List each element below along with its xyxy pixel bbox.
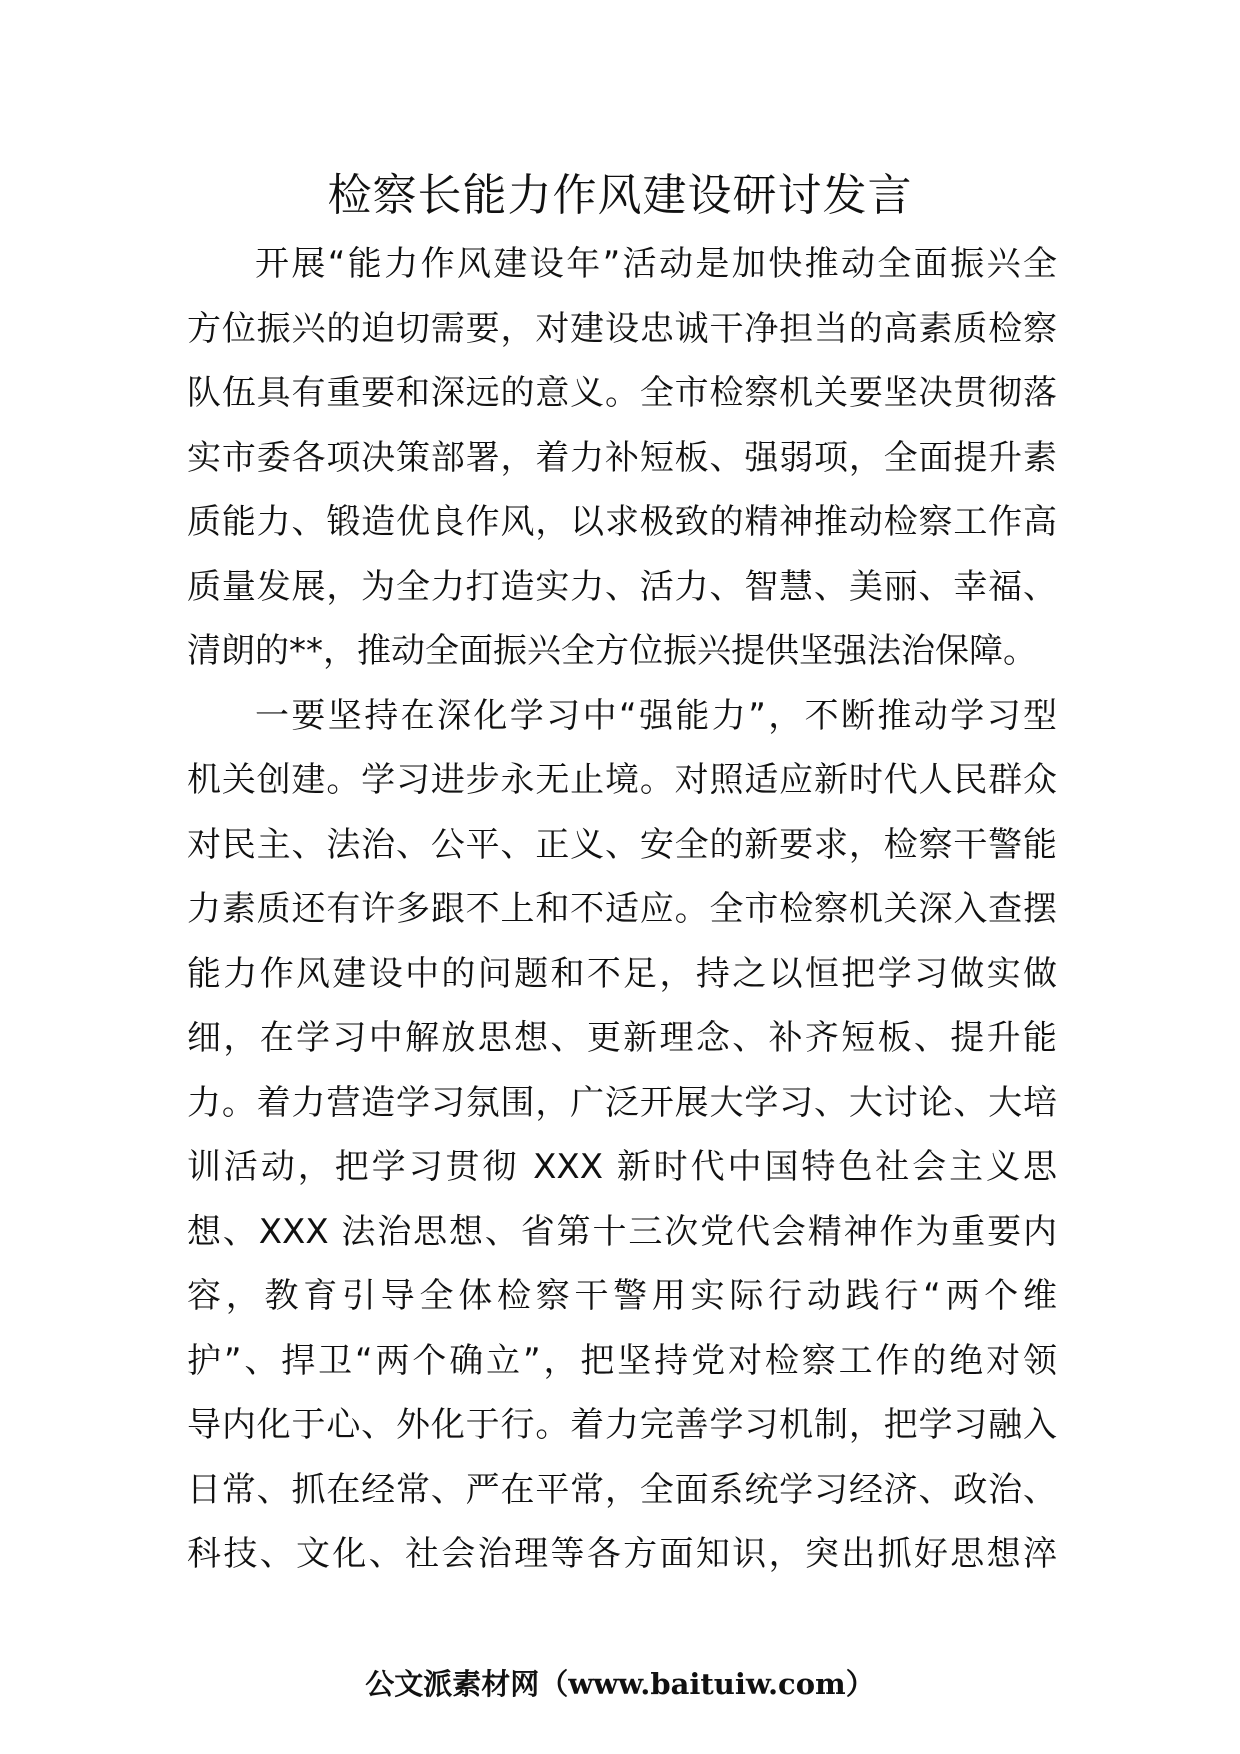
paragraph-2-line-6: 细，在学习中解放思想、更新理念、补齐短板、提升能 [187,1018,1057,1058]
paragraph-1-line-3: 队伍具有重要和深远的意义。全市检察机关要坚决贯彻落 [187,373,1057,413]
paragraph-2-line-11: 护”、捍卫“两个确立”，把坚持党对检察工作的绝对领 [187,1340,1057,1381]
footer-watermark: 公文派素材网（www.baituiw.com） [365,1667,875,1701]
paragraph-2-line-4: 力素质还有许多跟不上和不适应。全市检察机关深入查摆 [187,889,1057,929]
document-body [187,232,1057,1587]
paragraph-2-line-8: 训活动，把学习贯彻 XXX 新时代中国特色社会主义思 [187,1147,1057,1187]
paragraph-2-line-3: 对民主、法治、公平、正义、安全的新要求，检察干警能 [187,824,1057,865]
paragraph-2-line-14: 科技、文化、社会治理等各方面知识，突出抓好思想淬 [187,1534,1057,1574]
paragraph-2-line-10: 容，教育引导全体检察干警用实际行动践行“两个维 [187,1276,1057,1316]
paragraph-1-line-5: 质能力、锻造优良作风，以求极致的精神推动检察工作高 [187,502,1057,542]
paragraph-1-line-4: 实市委各项决策部署，着力补短板、强弱项，全面提升素 [187,437,1057,478]
paragraph-2-line-2: 机关创建。学习进步永无止境。对照适应新时代人民群众 [187,760,1057,800]
paragraph-2-line-13: 日常、抓在经常、严在平常，全面系统学习经济、政治、 [187,1469,1057,1510]
paragraph-1-line-6: 质量发展，为全力打造实力、活力、智慧、美丽、幸福、 [187,566,1057,607]
paragraph-2-line-5: 能力作风建设中的问题和不足，持之以恒把学习做实做 [187,953,1057,994]
paragraph-2-line-12: 导内化于心、外化于行。着力完善学习机制，把学习融入 [187,1405,1057,1445]
paragraph-1-line-2: 方位振兴的迫切需要，对建设忠诚干净担当的高素质检察 [187,308,1057,349]
paragraph-1-line-7: 清朗的**，推动全面振兴全方位振兴提供坚强法治保障。 [187,631,1037,671]
paragraph-2-line-9: 想、XXX 法治思想、省第十三次党代会精神作为重要内 [187,1211,1057,1252]
paragraph-2-line-7: 力。着力营造学习氛围，广泛开展大学习、大讨论、大培 [187,1082,1057,1123]
document-title: 检察长能力作风建设研讨发言 [327,170,913,221]
paragraph-2-line-1: 一要坚持在深化学习中“强能力”，不断推动学习型 [255,695,1057,736]
paragraph-1-line-1: 开展“能力作风建设年”活动是加快推动全面振兴全 [255,244,1057,284]
